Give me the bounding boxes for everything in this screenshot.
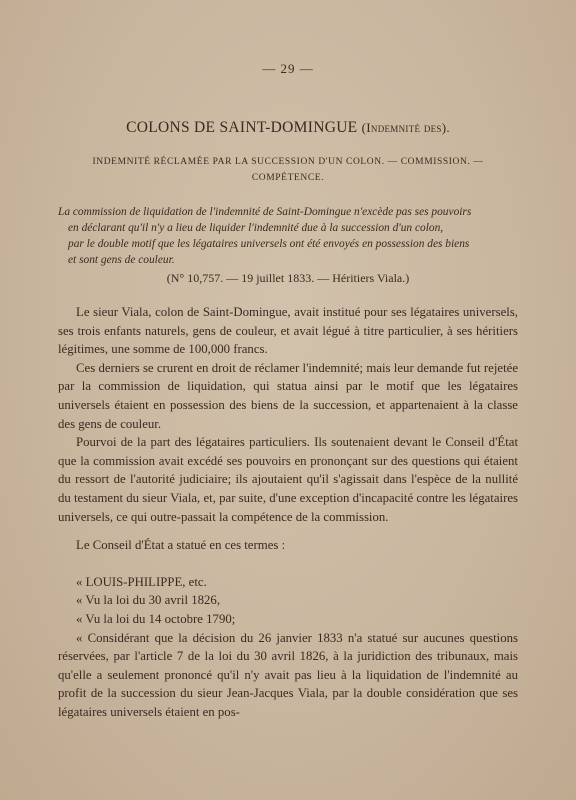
- summary-line-3: par le double motif que les légataires universels ont été envoyés en possession des biens: [68, 238, 470, 250]
- summary-line-4: et sont gens de couleur.: [68, 254, 175, 266]
- title-parenthetical: (Indemnité des).: [361, 120, 450, 135]
- citation-line: « Vu la loi du 30 avril 1826,: [76, 593, 221, 608]
- title-main: COLONS DE SAINT-DOMINGUE: [126, 119, 358, 136]
- citation-line: « Vu la loi du 14 octobre 1790;: [76, 611, 236, 626]
- summary-line-1: La commission de liquidation de l'indemnité de Saint-Domingue n'excède pas ses pouvoirs: [58, 206, 472, 218]
- decision-heading: « LOUIS-PHILIPPE, etc.: [76, 574, 207, 589]
- paragraph: Le Conseil d'État a statué en ces termes :: [76, 538, 286, 553]
- page-number: — 29 —: [262, 61, 314, 76]
- paragraph: Le sieur Viala, colon de Saint-Domingue, avait institué pour ses légataires universels, ses trois enfants naturels, gens de couleur, et avait légué à titre particulier, à ses héritiers légitimes, une somme de 100,000 francs.: [58, 305, 518, 357]
- summary-line-2: en déclarant qu'il n'y a lieu de liquider l'indemnité due à la succession d'un colon,: [68, 222, 444, 234]
- paragraph: « Considérant que la décision du 26 janvier 1833 n'a statué sur aucunes questions réservées, par l'article 7 de la loi du 30 avril 1826, à la juridiction des tribunaux, mais qu'elle a seulement prononcé qu'il n'y avait pas lieu à la liquidation de l'indemnité au profit de la succession du sieur Jean-Jacques Viala, par la double considération que ses légataires universels étaient en pos-: [58, 630, 518, 719]
- body-text: [58, 303, 518, 721]
- subtitle-line-2: COMPÉTENCE.: [251, 173, 325, 183]
- section-title: [0, 119, 576, 137]
- case-reference: (N° 10,757. — 19 juillet 1833. — Héritiers Viala.): [166, 271, 410, 285]
- subtitle-line-1: INDEMNITÉ RÉCLAMÉE PAR LA SUCCESSION D'UN COLON. — COMMISSION. —: [92, 157, 484, 167]
- paragraph: Pourvoi de la part des légataires particuliers. Ils soutenaient devant le Conseil d'État que la commission avait excédé ses pouvoirs en prononçant sur des questions qui étaient du ressort de l'autorité judiciaire; ils ajoutaient qu'il s'agissait dans l'espèce de la nullité du testament du sieur Viala, et, par suite, d'une exception d'incapacité contre les légataires universels, ce qui outre-passait la compétence de la commission.: [58, 435, 518, 524]
- section-subtitle: [60, 154, 516, 186]
- paragraph: Ces derniers se crurent en droit de réclamer l'indemnité; mais leur demande fut rejetée par la commission de liquidation, qui statua ainsi par le motif que les légataires universels étaient en possession des biens de la succession, et appartenaient à la classe des gens de couleur.: [58, 360, 518, 431]
- case-summary: [58, 204, 518, 268]
